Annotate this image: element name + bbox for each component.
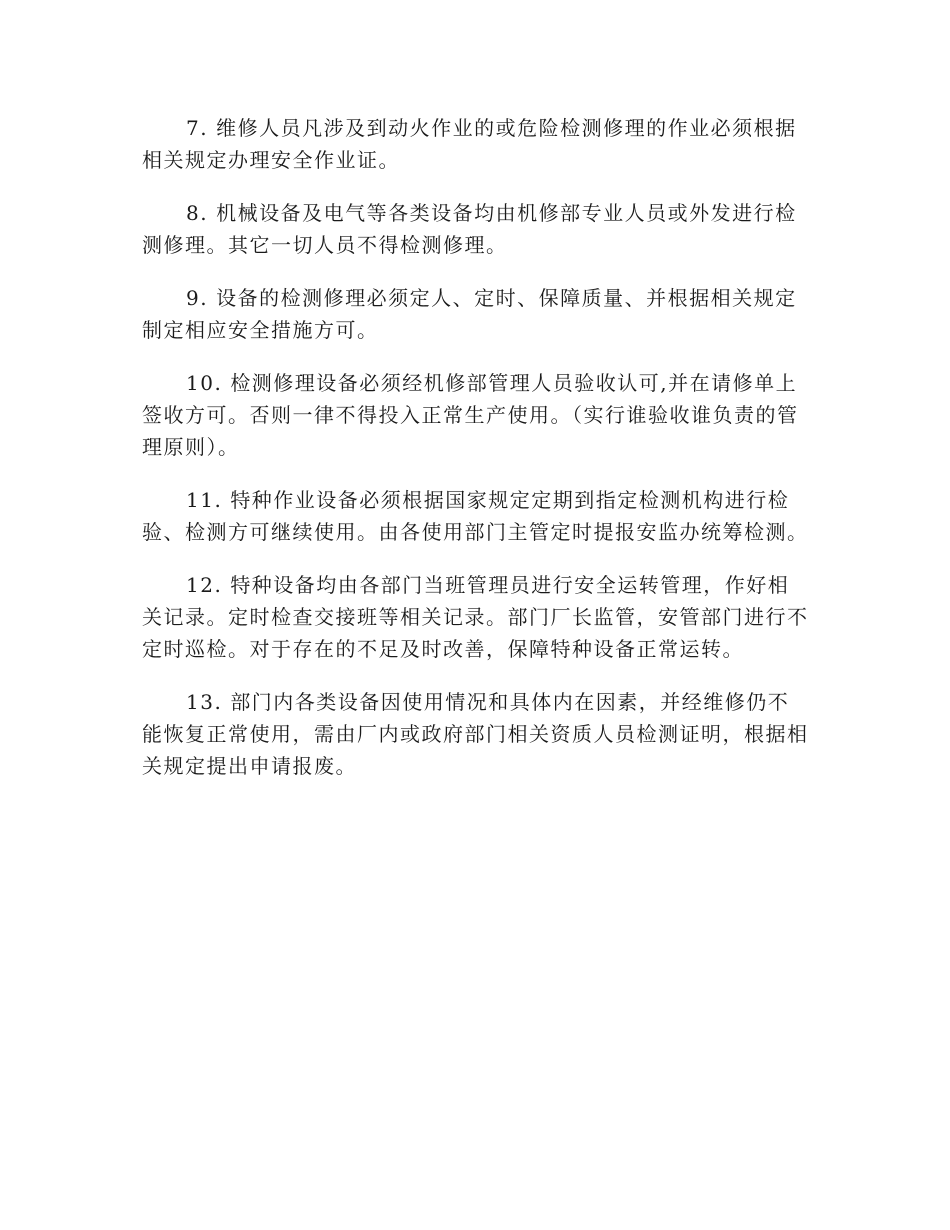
item-text: 部门内各类设备因使用情况和具体内在因素，并经维修仍不能恢复正常使用，需由厂内或政府部门相关资质人员检测证明，根据相关规定提出申请报废。: [142, 690, 809, 778]
item-number: 11.: [186, 488, 223, 512]
paragraph-item-11: [142, 484, 810, 548]
item-text: 机械设备及电气等各类设备均由机修部专业人员或外发进行检测修理。其它一切人员不得检测修理。: [142, 201, 797, 257]
paragraph-item-8: [142, 197, 810, 261]
item-text: 检测修理设备必须经机修部管理人员验收认可,并在请修单上签收方可。否则一律不得投入正常生产使用。（实行谁验收谁负责的管理原则）。: [142, 371, 799, 459]
item-text: 特种设备均由各部门当班管理员进行安全运转管理，作好相关记录。定时检查交接班等相关记录。部门厂长监管，安管部门进行不定时巡检。对于存在的不足及时改善，保障特种设备正常运转。: [142, 573, 809, 661]
item-number: 9.: [186, 286, 209, 310]
paragraph-item-10: [142, 367, 810, 463]
item-text: 特种作业设备必须根据国家规定定期到指定检测机构进行检验、检测方可继续使用。由各使用部门主管定时提报安监办统筹检测。: [142, 488, 809, 544]
document-body: [142, 112, 810, 803]
item-number: 12.: [186, 573, 223, 597]
item-text: 设备的检测修理必须定人、定时、保障质量、并根据相关规定制定相应安全措施方可。: [142, 286, 797, 342]
item-number: 10.: [186, 371, 223, 395]
item-number: 13.: [186, 690, 223, 714]
paragraph-item-13: [142, 686, 810, 782]
item-text: 维修人员凡涉及到动火作业的或危险检测修理的作业必须根据相关规定办理安全作业证。: [142, 116, 797, 172]
paragraph-item-12: [142, 569, 810, 665]
paragraph-item-9: [142, 282, 810, 346]
item-number: 8.: [186, 201, 209, 225]
item-number: 7.: [186, 116, 209, 140]
paragraph-item-7: [142, 112, 810, 176]
